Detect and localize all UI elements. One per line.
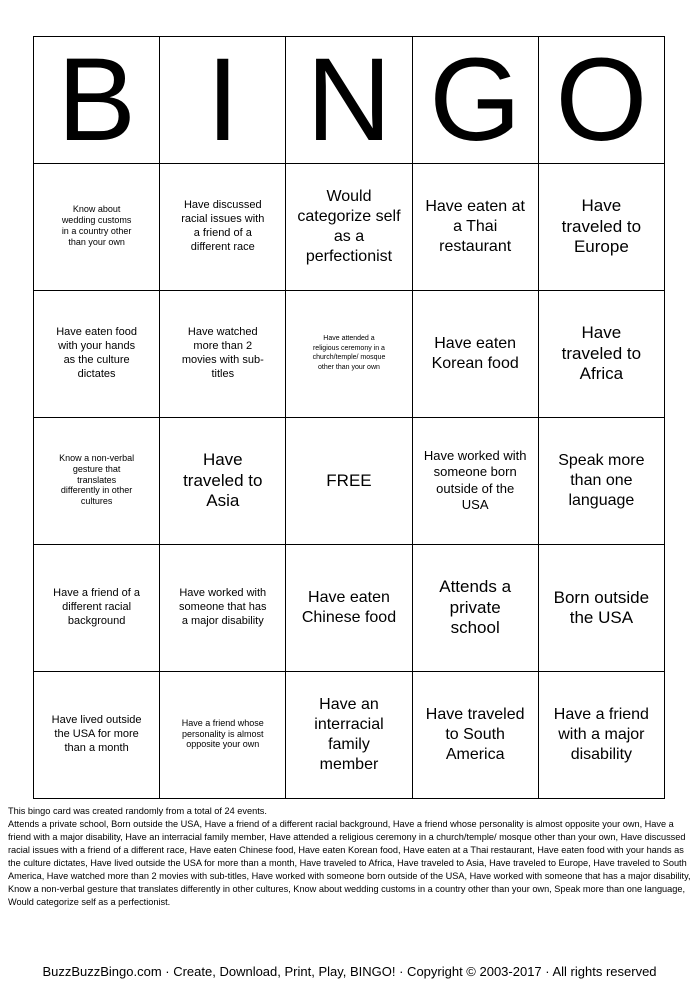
cell-text: Have a friend of a different racial background — [53, 587, 141, 627]
bingo-cell — [160, 418, 286, 545]
bingo-row — [34, 164, 665, 291]
free-space-cell — [286, 418, 412, 545]
cell-text: Have traveled to Europe — [561, 196, 642, 257]
cell-text: Have traveled to Africa — [561, 323, 642, 384]
cell-text: Attends a private school — [439, 577, 512, 638]
cell-text: Have watched more than 2 movies with sub-titles — [181, 326, 264, 380]
bingo-cell — [286, 545, 412, 672]
bingo-row — [34, 672, 665, 799]
cell-text: Have discussed racial issues with a friend of a different race — [181, 199, 265, 253]
header-letter-o: O — [538, 37, 664, 164]
cell-text: Have an interracial family member — [314, 696, 384, 773]
free-space-text: FREE — [326, 470, 372, 490]
bingo-cell — [412, 164, 538, 291]
bingo-cell — [538, 291, 664, 418]
bingo-cell — [34, 418, 160, 545]
cell-text: Born outside the USA — [553, 587, 650, 627]
bingo-row — [34, 291, 665, 418]
bingo-cell — [160, 672, 286, 799]
bingo-header-row — [34, 37, 665, 164]
cell-text: Have attended a religious ceremony in a church/temple/ mosque other than your own — [312, 335, 386, 371]
bingo-cell — [538, 418, 664, 545]
card-summary: This bingo card was created randomly from a total of 24 events. — [8, 806, 267, 816]
cell-text: Have traveled to Asia — [183, 450, 263, 511]
bingo-cell — [160, 291, 286, 418]
cell-text: Have traveled to South America — [425, 706, 525, 763]
bingo-cell — [286, 291, 412, 418]
header-letter-i: I — [160, 37, 286, 164]
cell-text: Have a friend with a major disability — [553, 706, 649, 763]
cell-text: Would categorize self as a perfectionist — [297, 188, 401, 265]
bingo-cell — [34, 672, 160, 799]
bingo-cell — [160, 164, 286, 291]
bingo-cell — [538, 164, 664, 291]
cell-text: Know about wedding customs in a country other than your own — [61, 204, 132, 247]
card-info — [8, 805, 691, 910]
bingo-cell — [412, 291, 538, 418]
header-letter-b: B — [34, 37, 160, 164]
event-list: Attends a private school, Born outside the USA, Have a friend of a different racial background, Have a friend whose personality is almost opposite your own, Have a friend with a major disability, Have an interracial family member, Have attended a religious ceremony in a church/temple/ mosque other than your own, Have discussed racial issues with a friend of a different race, Have eaten Chinese food, Have eaten Korean food, Have eaten at a Thai restaurant, Have eaten food with your hands as the culture dictates, Have lived outside the USA for more than a month, Have traveled to Africa, Have traveled to Asia, Have traveled to Europe, Have traveled to South America, Have watched more than 2 movies with sub-titles, Have worked with someone born outside of the USA, Have worked with someone that has a major disability, Know a non-verbal gesture that translates differently in other cultures, Know about wedding customs in a country other than your own, Speak more than one language, Would categorize self as a perfectionist. — [8, 819, 691, 908]
cell-text: Have worked with someone that has a major disability — [179, 587, 267, 627]
bingo-cell — [412, 672, 538, 799]
bingo-cell — [34, 164, 160, 291]
bingo-row — [34, 418, 665, 545]
cell-text: Speak more than one language — [558, 452, 645, 509]
bingo-cell — [412, 545, 538, 672]
bingo-cell — [34, 545, 160, 672]
bingo-row — [34, 545, 665, 672]
bingo-cell — [412, 418, 538, 545]
bingo-cell — [160, 545, 286, 672]
bingo-card — [33, 36, 665, 799]
bingo-cell — [538, 545, 664, 672]
cell-text: Have eaten Chinese food — [301, 589, 397, 626]
bingo-cell — [286, 164, 412, 291]
cell-text: Have eaten at a Thai restaurant — [425, 198, 525, 255]
cell-text: Know a non-verbal gesture that translates differently in other cultures — [59, 453, 135, 507]
cell-text: Have eaten food with your hands as the culture dictates — [56, 326, 137, 380]
bingo-cell — [286, 672, 412, 799]
cell-text: Have worked with someone born outside of the USA — [423, 448, 527, 512]
cell-text: Have eaten Korean food — [431, 335, 519, 372]
bingo-cell — [34, 291, 160, 418]
cell-text: Have a friend whose personality is almost opposite your own — [181, 717, 264, 750]
header-letter-n: N — [286, 37, 412, 164]
cell-text: Have lived outside the USA for more than a month — [51, 714, 142, 754]
header-letter-g: G — [412, 37, 538, 164]
bingo-cell — [538, 672, 664, 799]
site-footer: BuzzBuzzBingo.com · Create, Download, Print, Play, BINGO! · Copyright © 2003-2017 · All rights reserved — [42, 964, 657, 979]
